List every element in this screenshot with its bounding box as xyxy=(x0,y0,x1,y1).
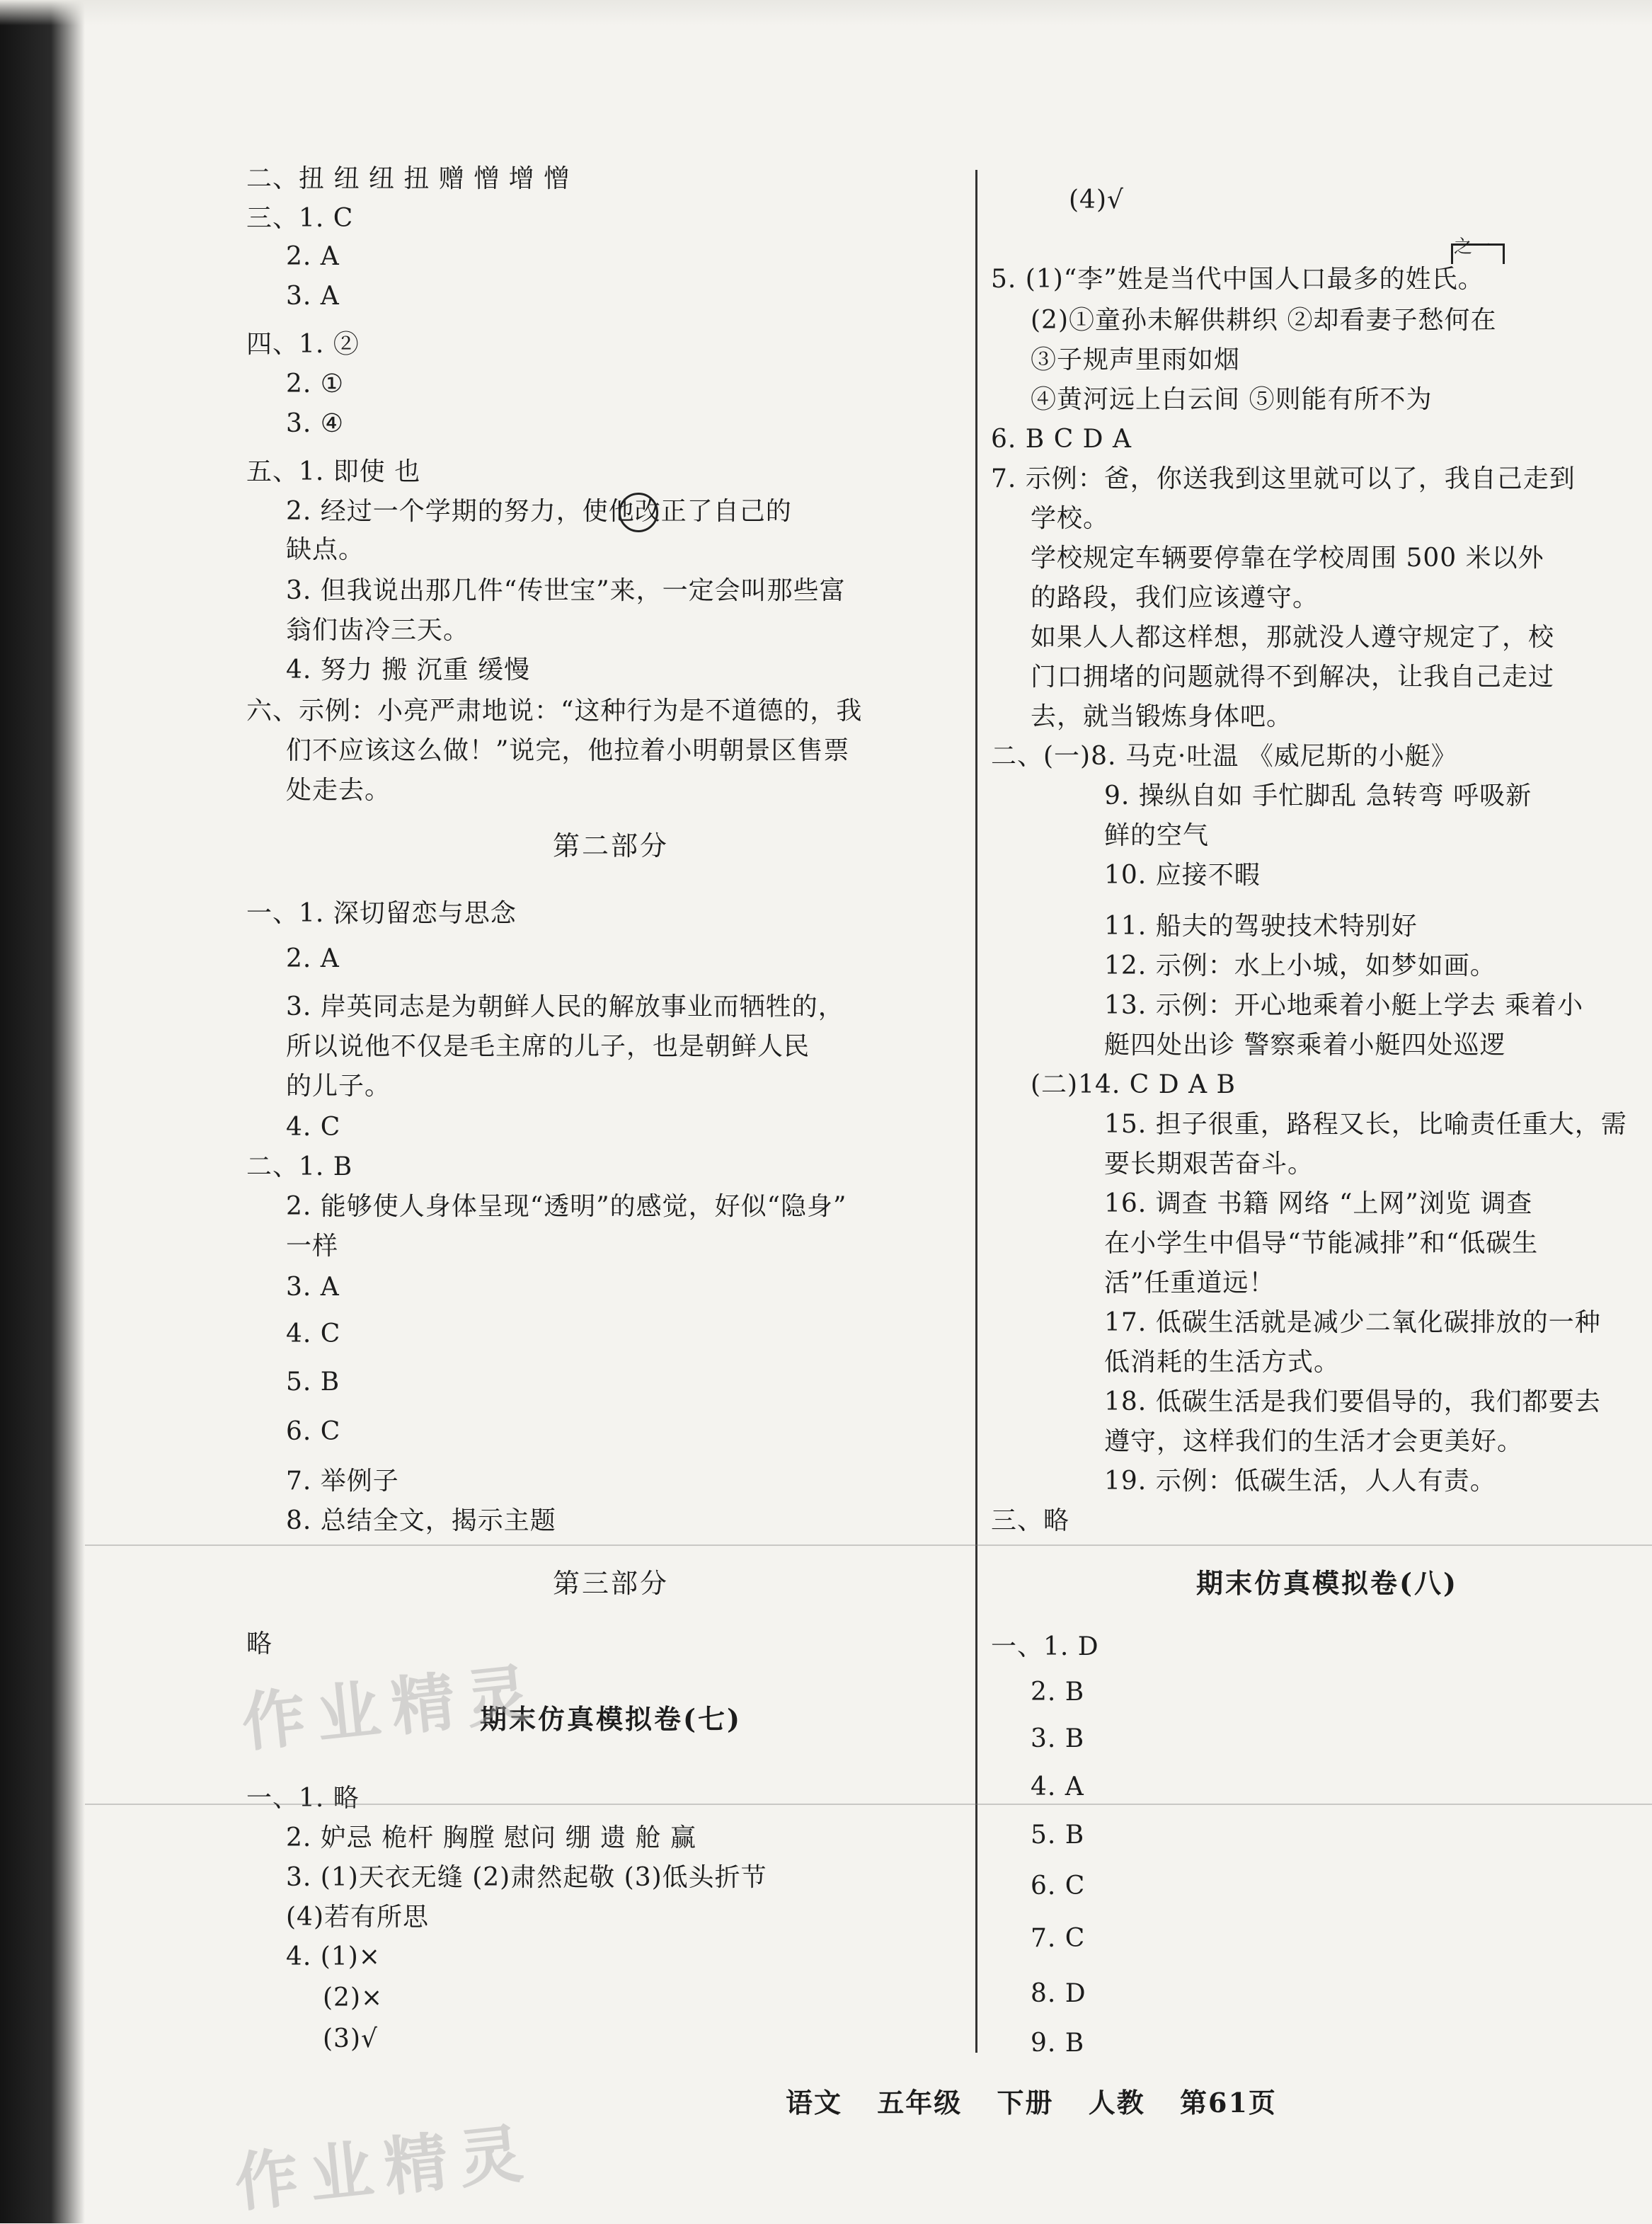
answer-line: 2. A xyxy=(286,242,340,271)
answer-line: 要长期艰苦奋斗。 xyxy=(1104,1150,1314,1179)
answer-line: 缺点。 xyxy=(286,535,365,564)
exam-title: 期末仿真模拟卷(八) xyxy=(1196,1567,1458,1599)
answer-line: 18. 低碳生活是我们要倡导的，我们都要去 xyxy=(1104,1387,1601,1416)
answer-line: 艇四处出诊 警察乘着小艇四处巡逻 xyxy=(1104,1031,1506,1060)
answer-line: 11. 船夫的驾驶技术特别好 xyxy=(1104,912,1418,941)
answer-line: 四、1. ② xyxy=(246,330,360,359)
answer-line: 9. 操纵自如 手忙脚乱 急转弯 呼吸新 xyxy=(1104,781,1532,810)
footer-page-number: 第61页 xyxy=(1180,2087,1277,2119)
answer-line: 学校规定车辆要停靠在学校周围 500 米以外 xyxy=(1031,544,1544,573)
answer-line: 6. C xyxy=(1031,1872,1086,1901)
answer-line: 5. B xyxy=(286,1368,340,1397)
answer-line: 3. A xyxy=(286,1273,340,1302)
watermark: 作业精灵 xyxy=(238,1656,545,1761)
watermark: 作业精灵 xyxy=(231,2116,538,2221)
answer-line: (4)若有所思 xyxy=(286,1903,429,1932)
answer-line: 的儿子。 xyxy=(286,1072,391,1101)
answer-line: 7. C xyxy=(1031,1924,1086,1953)
answer-line: 8. D xyxy=(1031,1979,1086,2008)
answer-line: 3. ④ xyxy=(286,409,345,438)
page-footer xyxy=(786,2081,1301,2120)
answer-line: (二)14. C D A B xyxy=(1031,1070,1236,1099)
answer-line: 5. (1)“李”姓是当代中国人口最多的姓氏。 xyxy=(991,265,1484,294)
answer-line: 19. 示例：低碳生活，人人有责。 xyxy=(1104,1467,1496,1496)
answer-line: (4)√ xyxy=(1069,185,1124,214)
answer-line: 3. (1)天衣无缝 (2)肃然起敬 (3)低头折节 xyxy=(286,1863,767,1892)
answer-line: 一、1. 深切留恋与思念 xyxy=(246,899,517,928)
answer-line: 4. A xyxy=(1031,1772,1084,1801)
answer-line: 2. 妒忌 桅杆 胸膛 慰问 绷 遗 舱 赢 xyxy=(286,1823,696,1852)
answer-line: 6. B C D A xyxy=(991,425,1132,454)
answer-line: 17. 低碳生活就是减少二氧化碳排放的一种 xyxy=(1104,1308,1601,1337)
answer-line: 遵守，这样我们的生活才会更美好。 xyxy=(1104,1427,1524,1456)
answer-line: 4. C xyxy=(286,1113,341,1142)
answer-line: 六、示例：小亮严肃地说：“这种行为是不道德的，我 xyxy=(246,697,863,726)
answer-line: 的路段，我们应该遵守。 xyxy=(1031,583,1319,612)
answer-line: (3)√ xyxy=(323,2024,378,2053)
answer-line: 翁们齿冷三天。 xyxy=(286,616,470,645)
answer-line: 4. (1)× xyxy=(286,1942,381,1971)
answer-line: 3. B xyxy=(1031,1724,1085,1753)
answer-line: 6. C xyxy=(286,1417,341,1446)
footer-edition: 人教 xyxy=(1088,2087,1145,2119)
footer-subject: 语文 xyxy=(786,2087,843,2119)
fold-crease xyxy=(85,1544,1652,1546)
footer-volume: 下册 xyxy=(997,2087,1054,2119)
answer-line: 13. 示例：开心地乘着小艇上学去 乘着小 xyxy=(1104,991,1584,1020)
answer-line: 去，就当锻炼身体吧。 xyxy=(1031,702,1293,731)
answer-line: 五、1. 即使 也 xyxy=(246,457,421,486)
answer-line: 2. 经过一个学期的努力，使他改正了自己的 xyxy=(286,497,792,526)
answer-line: 门口拥堵的问题就得不到解决，让我自己走过 xyxy=(1031,663,1555,692)
answer-line: 学校。 xyxy=(1031,504,1110,533)
footer-grade: 五年级 xyxy=(877,2087,963,2119)
answer-line: 8. 总结全文，揭示主题 xyxy=(286,1506,556,1535)
fold-crease xyxy=(85,1804,1652,1805)
answer-line: 3. 但我说出那几件“传世宝”来，一定会叫那些富 xyxy=(286,576,846,605)
answer-line: ③子规声里雨如烟 xyxy=(1031,345,1241,374)
answer-line: 在小学生中倡导“节能减排”和“低碳生 xyxy=(1104,1229,1539,1258)
answer-line: 4. C xyxy=(286,1319,341,1348)
answer-line: 活”任重道远！ xyxy=(1104,1268,1275,1297)
answer-line: 所以说他不仅是毛主席的儿子，也是朝鲜人民 xyxy=(286,1032,810,1061)
answer-line: 5. B xyxy=(1031,1821,1085,1850)
answer-line: 二、扭 纽 纽 扭 赠 憎 增 憎 xyxy=(246,164,570,193)
answer-line: 3. 岸英同志是为朝鲜人民的解放事业而牺牲的， xyxy=(286,992,844,1021)
answer-line: 10. 应接不暇 xyxy=(1104,861,1261,890)
answer-line: 二、(一)8. 马克·吐温 《威尼斯的小艇》 xyxy=(991,742,1457,771)
answer-line: 一、1. 略 xyxy=(246,1784,360,1813)
answer-line: ④黄河远上白云间 ⑤则能有所不为 xyxy=(1031,385,1433,414)
torn-page-edge xyxy=(0,0,85,2223)
answer-line: 略 xyxy=(246,1629,273,1658)
answer-line: 三、略 xyxy=(991,1506,1070,1535)
answer-line: 一样 xyxy=(286,1232,339,1261)
section-title: 第二部分 xyxy=(552,830,669,861)
handwritten-circle-mark xyxy=(619,493,658,532)
left-column xyxy=(246,0,975,2088)
answer-line: 如果人人都这样想，那就没人遵守规定了，校 xyxy=(1031,623,1555,652)
answer-line: 们不应该这么做！”说完，他拉着小明朝景区售票 xyxy=(286,736,850,765)
answer-line: 2. 能够使人身体呈现“透明”的感觉，好似“隐身” xyxy=(286,1192,847,1221)
column-divider xyxy=(975,170,977,2053)
answer-line: 低消耗的生活方式。 xyxy=(1104,1348,1341,1377)
answer-line: 15. 担子很重，路程又长，比喻责任重大，需 xyxy=(1104,1110,1627,1139)
section-title: 第三部分 xyxy=(552,1568,669,1599)
answer-line: 16. 调查 书籍 网络 “上网”浏览 调查 xyxy=(1104,1189,1533,1218)
exam-title: 期末仿真模拟卷(七) xyxy=(480,1703,742,1735)
right-column xyxy=(991,0,1652,2088)
answer-line: 一、1. D xyxy=(991,1632,1099,1661)
answer-line: 三、1. C xyxy=(246,204,354,233)
answer-line: 12. 示例：水上小城，如梦如画。 xyxy=(1104,951,1496,980)
answer-line: 二、1. B xyxy=(246,1152,353,1181)
answer-line: 9. B xyxy=(1031,2029,1085,2058)
answer-line: 7. 示例：爸，你送我到这里就可以了，我自己走到 xyxy=(991,464,1576,493)
answer-line: 4. 努力 搬 沉重 缓慢 xyxy=(286,655,531,684)
answer-line: 2. B xyxy=(1031,1678,1085,1707)
answer-page xyxy=(85,0,1652,2223)
answer-line: 3. A xyxy=(286,282,340,311)
handwritten-insertion-text: 之一 xyxy=(1454,236,1493,258)
answer-line: (2)①童孙未解供耕织 ②却看妻子愁何在 xyxy=(1031,306,1497,335)
answer-line: 2. A xyxy=(286,944,340,973)
answer-line: 2. ① xyxy=(286,369,345,399)
answer-line: (2)× xyxy=(323,1983,384,2012)
answer-line: 处走去。 xyxy=(286,776,391,805)
answer-line: 鲜的空气 xyxy=(1104,821,1210,850)
answer-line: 7. 举例子 xyxy=(286,1467,399,1496)
